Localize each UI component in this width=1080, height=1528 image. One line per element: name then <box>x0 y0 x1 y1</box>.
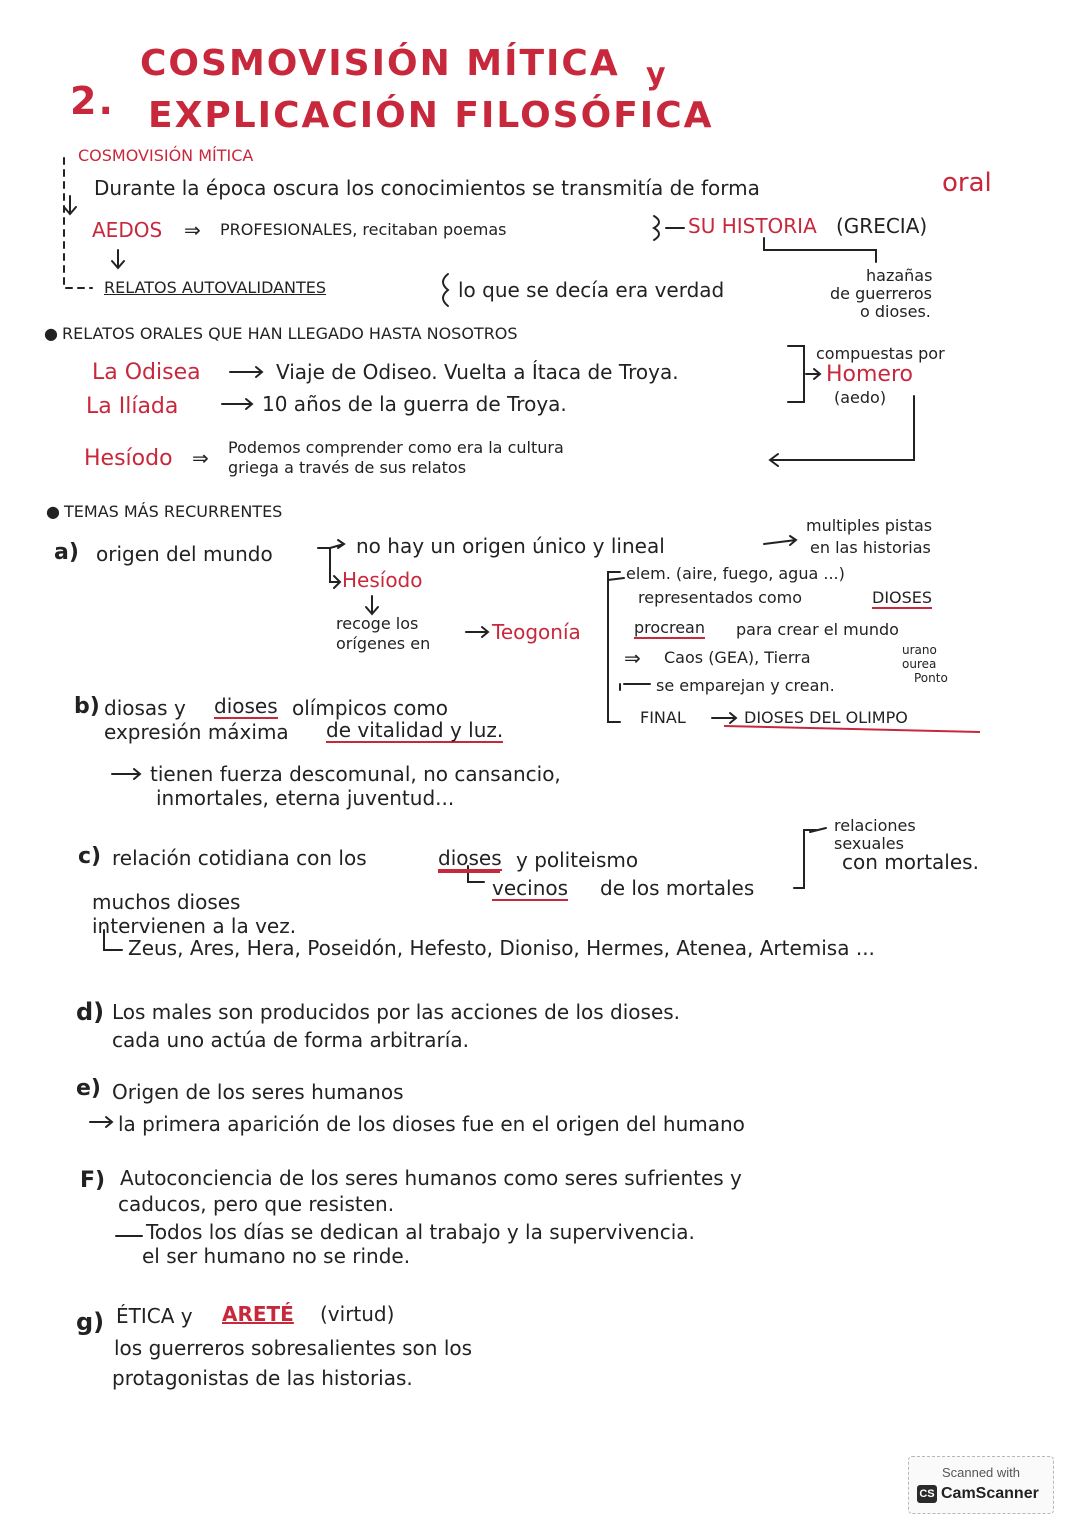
section3-heading: TEMAS MÁS RECURRENTES <box>64 502 283 521</box>
camscanner-badge <box>908 1456 1054 1514</box>
odisea-label: La Odisea <box>92 360 201 385</box>
item-e-detail: la primera aparición de los dioses fue en el origen del humano <box>118 1112 745 1136</box>
aedos-label: AEDOS <box>92 218 163 242</box>
item-a-urano-1: urano <box>902 643 937 657</box>
item-c-poli: y politeismo <box>516 848 639 872</box>
su-historia: SU HISTORIA <box>688 214 817 238</box>
iliada-label: La Ilíada <box>86 394 179 419</box>
camscanner-logo-icon: CS <box>917 1485 937 1503</box>
item-a-hesiodo: Hesíodo <box>342 568 423 592</box>
item-b-text1b: dioses <box>214 694 278 718</box>
item-a-pistas-2: en las historias <box>810 538 931 557</box>
hazanas-1: hazañas <box>866 266 933 285</box>
hazanas-3: o dioses. <box>860 302 931 321</box>
grecia-label: (GRECIA) <box>836 214 928 238</box>
item-b-label: b) <box>74 694 100 719</box>
badge-line1: Scanned with <box>941 1465 1021 1480</box>
item-c-muchos-1: muchos dioses <box>92 890 241 914</box>
item-a-caos: Caos (GEA), Tierra <box>664 648 811 667</box>
item-g-virtud: (virtud) <box>320 1302 395 1326</box>
item-a-urano-3: Ponto <box>914 671 948 685</box>
item-b-text2a: expresión máxima <box>104 720 289 744</box>
item-e-text: Origen de los seres humanos <box>112 1080 404 1104</box>
title-conj: y <box>646 57 668 92</box>
aedos-desc: PROFESIONALES, recitaban poemas <box>220 220 507 239</box>
item-a-recoge-1: recoge los <box>336 614 419 633</box>
title-line2: EXPLICACIÓN FILOSÓFICA <box>148 95 714 136</box>
section3-bullet: ● <box>46 502 60 521</box>
item-a-procrean: procrean <box>634 618 705 637</box>
hazanas-2: de guerreros <box>830 284 932 303</box>
item-c-rel-2: sexuales <box>834 834 904 853</box>
item-a-dioses: DIOSES <box>872 588 933 607</box>
item-a-repr: representados como <box>638 588 803 607</box>
hesiodo-label: Hesíodo <box>84 446 173 471</box>
oral-word: oral <box>942 168 992 198</box>
item-e-label: e) <box>76 1076 101 1101</box>
item-b-text1a: diosas y <box>104 696 186 720</box>
item-a-procrean-rest: para crear el mundo <box>736 620 899 639</box>
item-g-label: g) <box>76 1308 105 1336</box>
item-c-label: c) <box>78 844 102 869</box>
relatos-desc: lo que se decía era verdad <box>458 278 725 302</box>
item-f-label: F) <box>80 1168 106 1193</box>
item-a-pistas-1: multiples pistas <box>806 516 933 535</box>
item-g-arete: ARETÉ <box>222 1302 294 1326</box>
item-b-detail-2: inmortales, eterna juventud... <box>156 786 455 810</box>
item-f-text-1: Autoconciencia de los seres humanos como seres sufrientes y <box>120 1166 742 1190</box>
item-a-label: a) <box>54 540 79 565</box>
title-number: 2. <box>70 79 115 123</box>
item-a-recoge-2: orígenes en <box>336 634 431 653</box>
item-f-text-2: caducos, pero que resisten. <box>118 1192 395 1216</box>
item-d-text-1: Los males son producidos por las acciones de los dioses. <box>112 1000 681 1024</box>
iliada-desc: 10 años de la guerra de Troya. <box>262 392 567 416</box>
item-a-text: origen del mundo <box>96 542 273 566</box>
item-c-vecinos: vecinos <box>492 876 569 900</box>
hesiodo-desc-1: Podemos comprender como era la cultura <box>228 438 564 457</box>
relatos-label: RELATOS AUTOVALIDANTES <box>104 278 327 297</box>
compuestas-label: compuestas por <box>816 344 945 363</box>
item-g-etica: ÉTICA y <box>116 1304 193 1328</box>
notes-page: 2. COSMOVISIÓN MÍTICA y EXPLICACIÓN FILOSÓFICA COSMOVISIÓN MÍTICA Durante la época oscura los conocimientos se transmitía de forma oral AEDOS ⇒ PROFESIONALES, recitaban poemas SU HISTORIA (GRECIA) RELATOS AUTOVALIDANTES lo que se decía era verdad hazañas de guerreros o dioses. ● RELATOS ORALES QUE HAN LLEGADO HASTA NOSOTROS La Odisea Viaje de Odiseo. Vuelta a Ítaca de Troya. La Ilíada 10 años de la guerra de Troya. compuestas por Homero (aedo) Hesíodo ⇒ Podemos comprender como era la cultura griega a través de sus relatos ● TEMAS MÁS RECURRENTES a) origen del mundo no hay un origen único y lineal multiples pistas en las historias Hesíodo recoge los orígenes en Teogonía elem. (aire, fuego, agua ...) representados como DIOSES procrean para crear el mundo ⇒ Caos (GEA), Tierra urano ourea Ponto se emparejan y crean. FINAL DIOSES DEL OLIMPO b) diosas y dioses olímpicos como expresión máxima de vitalidad y luz. tienen fuerza descomunal, no cansancio, inmortales, eterna juventud... c) relación cotidiana con los dioses y politeismo vecinos de los mortales relaciones sexuales con mortales. muchos dioses intervienen a la vez. Zeus, Ares, Hera, Poseidón, Hefesto, Dioniso, Hermes, Atenea, Artemisa ... d) Los males son producidos por las acciones de los dioses. cada uno actúa de forma arbitraría. e) Origen de los seres humanos la primera aparición de los dioses fue en el origen del humano F) Autoconciencia de los seres humanos como seres sufrientes y caducos, pero que resisten. Todos los días se dedican al trabajo y la supervivencia. el ser humano no se rinde. g) ÉTICA y ARETÉ (virtud) los guerreros sobresalientes son los protagonistas de las historias. Scanned with CS CamScanner <box>0 0 1080 1528</box>
item-g-text-2: protagonistas de las historias. <box>112 1366 413 1390</box>
odisea-desc: Viaje de Odiseo. Vuelta a Ítaca de Troya. <box>276 360 679 384</box>
item-c-mortales: de los mortales <box>600 876 755 900</box>
aedo-label: (aedo) <box>834 388 887 407</box>
item-b-text1c: olímpicos como <box>292 696 449 720</box>
item-c-text: relación cotidiana con los <box>112 846 367 870</box>
item-a-teogonia: Teogonía <box>492 620 581 644</box>
item-a-olimpo: DIOSES DEL OLIMPO <box>744 708 908 727</box>
item-a-urano-2: ourea <box>902 657 937 671</box>
item-c-rel-1: relaciones <box>834 816 916 835</box>
item-b-detail-1: tienen fuerza descomunal, no cansancio, <box>150 762 561 786</box>
badge-line2: CamScanner <box>941 1485 1039 1502</box>
item-f-detail-1: Todos los días se dedican al trabajo y la supervivencia. <box>146 1220 695 1244</box>
item-a-elem: elem. (aire, fuego, agua ...) <box>626 564 845 583</box>
item-c-muchos-2: intervienen a la vez. <box>92 914 297 938</box>
section2-heading: RELATOS ORALES QUE HAN LLEGADO HASTA NOSOTROS <box>62 324 518 343</box>
item-a-emparejan: se emparejan y crean. <box>656 676 835 695</box>
item-c-gods: Zeus, Ares, Hera, Poseidón, Hefesto, Dioniso, Hermes, Atenea, Artemisa ... <box>128 936 875 960</box>
item-c-rel-3: con mortales. <box>842 850 979 874</box>
item-d-text-2: cada uno actúa de forma arbitraría. <box>112 1028 469 1052</box>
title-line1: COSMOVISIÓN MÍTICA <box>140 43 620 84</box>
section2-bullet: ● <box>44 324 58 343</box>
hesiodo-desc-2: griega a través de sus relatos <box>228 458 467 477</box>
item-f-detail-2: el ser humano no se rinde. <box>142 1244 411 1268</box>
item-g-text-1: los guerreros sobresalientes son los <box>114 1336 473 1360</box>
section1-heading: COSMOVISIÓN MÍTICA <box>78 146 254 165</box>
item-c-dioses: dioses <box>438 846 502 870</box>
item-a-no: no hay un origen único y lineal <box>356 534 665 558</box>
item-d-label: d) <box>76 998 105 1026</box>
oral-text: Durante la época oscura los conocimientos se transmitía de forma <box>94 176 760 200</box>
item-a-final: FINAL <box>640 708 686 727</box>
homero-label: Homero <box>826 362 913 387</box>
item-b-text2b: de vitalidad y luz. <box>326 718 504 742</box>
